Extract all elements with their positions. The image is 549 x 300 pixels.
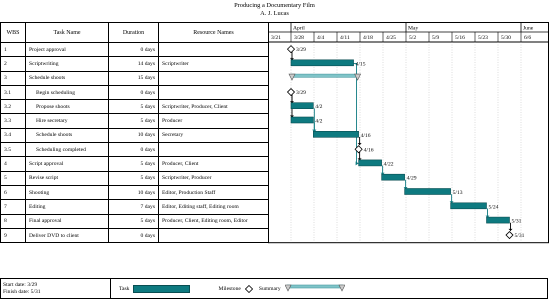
row-resources: Scriptwriter <box>159 57 269 70</box>
row-duration: 7 days <box>109 200 159 213</box>
row-task-name: Revise script <box>26 172 109 185</box>
week-label: 4/4 <box>317 35 325 41</box>
row-duration: 5 days <box>109 100 159 113</box>
dependency-arrowhead <box>358 143 362 145</box>
row-task-name: Script approval <box>26 157 109 170</box>
row-wbs: 3 <box>1 72 26 85</box>
table-row[interactable] <box>1 114 269 128</box>
task-finish-label: 4/16 <box>360 132 371 139</box>
row-task-name: Project approval <box>26 43 109 56</box>
week-label: 5/30 <box>501 35 511 41</box>
table-row[interactable] <box>1 86 269 100</box>
row-resources: Scriptwriter, Producer <box>159 172 269 185</box>
task-finish-label: 5/13 <box>452 190 463 196</box>
table-row[interactable] <box>1 57 269 71</box>
header-resource-names: Resource Names <box>159 23 269 42</box>
task-finish-label: 4/2 <box>315 118 323 125</box>
week-label: 4/11 <box>340 35 350 41</box>
row-resources <box>159 143 269 156</box>
legend <box>119 284 345 293</box>
row-duration: 5 days <box>109 157 159 170</box>
finish-date: Finish date: 5/31 <box>3 289 41 295</box>
task-bar <box>291 103 313 109</box>
legend-milestone-icon <box>245 285 253 293</box>
table-row[interactable] <box>1 186 269 200</box>
task-finish-label: 5/31 <box>511 218 522 225</box>
week-label: 5/9 <box>432 35 440 41</box>
task-bar <box>359 160 382 166</box>
row-task-name: Begin scheduling <box>26 86 109 99</box>
row-resources: Editor, Editing staff, Editing room <box>159 200 269 213</box>
month-label-may: May <box>408 25 419 32</box>
row-wbs: 3.3 <box>1 114 26 127</box>
month-label-june: June <box>523 25 534 32</box>
milestone-label: 3/29 <box>296 90 306 97</box>
table-header <box>1 23 269 43</box>
summary-bar <box>291 74 359 77</box>
table-rows <box>1 43 269 243</box>
task-bar <box>451 203 487 209</box>
week-label: 5/23 <box>478 35 488 41</box>
legend-task-label: Task <box>119 285 130 292</box>
header-task-name: Task Name <box>26 23 109 42</box>
week-label: 4/18 <box>363 35 373 41</box>
row-wbs: 1 <box>1 43 26 56</box>
legend-footer <box>0 278 548 299</box>
task-bar <box>291 117 313 123</box>
row-task-name: Final approval <box>26 215 109 228</box>
row-duration: 0 days <box>109 86 159 99</box>
table-row[interactable] <box>1 100 269 114</box>
milestone-marker <box>288 89 295 96</box>
month-label-april: April <box>293 25 305 32</box>
row-task-name: Scheduling completed <box>26 143 109 156</box>
table-row[interactable] <box>1 172 269 186</box>
dependency-arrowhead <box>509 229 513 231</box>
table-row[interactable] <box>1 72 269 86</box>
week-label: 5/16 <box>455 35 465 41</box>
row-duration: 14 days <box>109 57 159 70</box>
task-bar <box>405 189 451 195</box>
week-label: 6/6 <box>524 35 532 41</box>
row-task-name: Shooting <box>26 186 109 199</box>
timeline-frame <box>269 23 549 243</box>
table-row[interactable] <box>1 229 269 243</box>
week-label: 5/2 <box>409 35 417 41</box>
row-resources: Producer, Client <box>159 157 269 170</box>
task-bar <box>291 60 354 66</box>
header-wbs: WBS <box>1 23 26 42</box>
gantt-timeline <box>268 22 549 278</box>
table-row[interactable] <box>1 43 269 57</box>
row-duration: 5 days <box>109 114 159 127</box>
legend-task-bar <box>133 285 190 293</box>
row-duration: 0 days <box>109 229 159 242</box>
row-wbs: 3.4 <box>1 129 26 142</box>
row-resources: Scriptwriter, Producer, Client <box>159 100 269 113</box>
week-label: 3/28 <box>294 35 304 41</box>
row-task-name: Hire secretary <box>26 114 109 127</box>
task-finish-label: 5/24 <box>488 204 499 211</box>
milestone-marker <box>506 232 513 239</box>
row-wbs: 3.2 <box>1 100 26 113</box>
row-resources: Secretary <box>159 129 269 142</box>
row-wbs: 8 <box>1 215 26 228</box>
row-wbs: 3.1 <box>1 86 26 99</box>
row-wbs: 2 <box>1 57 26 70</box>
week-label: 4/25 <box>386 35 396 41</box>
row-task-name: Schedule shoots <box>26 72 109 85</box>
row-task-name: Schedule shoots <box>26 129 109 142</box>
row-resources <box>159 86 269 99</box>
task-bar <box>313 131 358 137</box>
milestone-label: 5/31 <box>514 233 525 240</box>
dependency-arrowhead <box>356 161 359 165</box>
row-duration: 5 days <box>109 215 159 228</box>
row-resources: Producer <box>159 114 269 127</box>
legend-milestone-label: Milestone <box>218 285 241 292</box>
legend-summary-bar <box>285 284 345 293</box>
header-duration: Duration <box>109 23 159 42</box>
table-row[interactable] <box>1 143 269 157</box>
row-task-name: Propose shoots <box>26 100 109 113</box>
milestone-label: 4/16 <box>363 147 374 154</box>
row-wbs: 3.5 <box>1 143 26 156</box>
task-finish-label: 4/2 <box>315 104 323 111</box>
row-duration: 10 days <box>109 129 159 142</box>
task-bar <box>487 217 510 223</box>
table-row[interactable] <box>1 129 269 143</box>
task-bar <box>382 174 405 180</box>
row-task-name: Editing <box>26 200 109 213</box>
row-resources <box>159 43 269 56</box>
table-row[interactable] <box>1 215 269 229</box>
row-resources: Editor, Production Staff <box>159 186 269 199</box>
row-wbs: 6 <box>1 186 26 199</box>
row-wbs: 5 <box>1 172 26 185</box>
task-finish-label: 4/15 <box>355 61 366 68</box>
row-resources <box>159 229 269 242</box>
row-task-name: Deliver DVD to client <box>26 229 109 242</box>
table-row[interactable] <box>1 157 269 171</box>
row-duration: 0 days <box>109 43 159 56</box>
task-finish-label: 4/22 <box>383 161 394 168</box>
row-wbs: 4 <box>1 157 26 170</box>
row-duration: 10 days <box>109 186 159 199</box>
row-resources: Producer, Client, Editing room, Editor <box>159 215 269 228</box>
row-duration: 5 days <box>109 172 159 185</box>
project-dates <box>1 279 111 298</box>
row-wbs: 9 <box>1 229 26 242</box>
milestone-label: 3/29 <box>296 47 306 54</box>
row-wbs: 7 <box>1 200 26 213</box>
chart-title: Producing a Documentary Film <box>234 2 315 9</box>
table-row[interactable] <box>1 200 269 214</box>
week-label: 3/21 <box>271 35 281 41</box>
milestone-marker <box>288 46 295 53</box>
task-finish-label: 4/29 <box>406 175 417 182</box>
chart-author: A. J. Lucas <box>260 10 289 17</box>
row-duration: 15 days <box>109 72 159 85</box>
legend-summary-label: Summary <box>258 285 281 292</box>
task-table <box>0 22 269 243</box>
row-resources <box>159 72 269 85</box>
row-task-name: Scriptwriting <box>26 57 109 70</box>
start-date: Start date: 3/29 <box>3 282 38 288</box>
row-duration: 0 days <box>109 143 159 156</box>
